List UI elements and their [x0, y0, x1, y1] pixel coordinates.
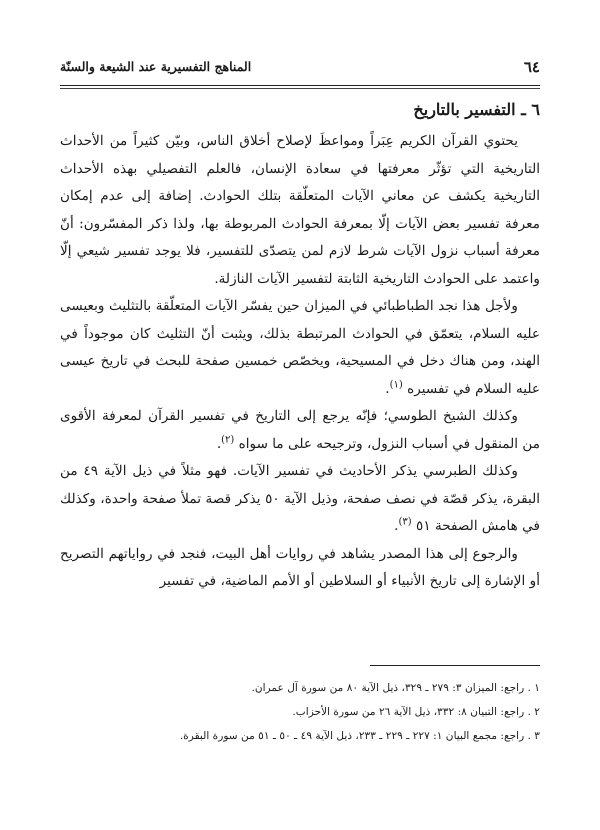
footnote-1: ١ . راجع: الميزان ٣: ٢٧٩ ـ ٣٢٩، ذيل الآية ٨٠ من سورة آل عمران. — [251, 682, 540, 694]
paragraph-4-text: وكذلك الطبرسي يذكر الأحاديث في تفسير الآيات. فهو مثلاً في ذيل الآية ٤٩ من البقرة، يذكر قصّة في نصف صفحة، وذيل الآية ٥٠ يذكر قصة تملأ صفحة واحدة، وكذلك في هامش الصفحة ٥١ — [60, 463, 540, 534]
page-number: ٦٤ — [523, 58, 540, 76]
footnote-2: ٢ . راجع: التبيان ٨: ٣٣٢، ذيل الآية ٢٦ من سورة الأحزاب. — [292, 706, 540, 718]
header-rule-thin — [60, 88, 540, 89]
header-rule — [60, 85, 540, 86]
paragraph-1-text: يحتوي القرآن الكريم عِبَراً ومواعظَ لإصلاح أخلاق الناس، وبيّن كثيراً من الأحداث التاريخية التي تؤثّر معرفتها في سعادة الإنسان، فالعلم التفصيلي بهذه الأحداث التاريخية يكشف عن معاني الآيات المتعلّقة بتلك الحوادث. إضافة إلى عدم إمكان معرفة تفسير بعض الآيات إلّا بمعرفة الحوادث المربوطة بها، ولذا ذكر المفسّرون: أنّ معرفة أسباب نزول الآيات شرط لازم لمن يتصدّى للتفسير، فلا يوجد تفسير شيعي إلّا واعتمد على الحوادث التاريخية الثابتة لتفسير الآيات النازلة. — [60, 133, 540, 287]
paragraph-2: ولأجل هذا نجد الطباطبائي في الميزان حين يفسّر الآيات المتعلّقة بالتثليث وبعيسى عليه السلام، يتعمّق في الحوادث المرتبطة بذلك، ويثبت أنّ التثليث كان موجوداً في الهند، ومن هناك دخل في المسيحية، ويخصّص خمسين صفحة للبحث في تاريخ عيسى عليه السلام في تفسيره $^{(١)}$. — [60, 298, 540, 397]
paragraph-5-text: والرجوع إلى هذا المصدر يشاهد في روايات أهل البيت، فنجد في رواياتهم التصريح أو الإشارة إلى تاريخ الأنبياء أو السلاطين أو الأمم الماضية، في تفسير — [60, 545, 540, 589]
footnote-3: ٣ . راجع: مجمع البيان ١: ٢٢٧ ـ ٢٢٩ ـ ٢٣٣، ذيل الآية ٤٩ ـ ٥٠ ـ ٥١ من سورة البقرة. — [179, 730, 540, 742]
paragraph-1 — [60, 128, 540, 293]
footnotes — [60, 676, 540, 748]
section-heading: ٦ ـ التفسير بالتاريخ — [413, 100, 540, 119]
paragraph-3: وكذلك الشيخ الطوسي؛ فإنّه يرجع إلى التاريخ في تفسير القرآن لمعرفة الأقوى من المنقول في أسباب النزول، وترجيحه على ما سواه $^{(٢)}$. — [60, 408, 540, 452]
paragraph-4: وكذلك الطبرسي يذكر الأحاديث في تفسير الآيات. فهو مثلاً في ذيل الآية ٤٩ من البقرة، يذكر قصّة في نصف صفحة، وذيل الآية ٥٠ يذكر قصة تملأ صفحة واحدة، وكذلك في هامش الصفحة ٥١ $^{(٣)}$. — [60, 463, 540, 534]
paragraph-2-text: ولأجل هذا نجد الطباطبائي في الميزان حين يفسّر الآيات المتعلّقة بالتثليث وبعيسى عليه السلام، يتعمّق في الحوادث المرتبطة بذلك، ويثبت أنّ التثليث كان موجوداً في الهند، ومن هناك دخل في المسيحية، ويخصّص خمسين صفحة للبحث في تاريخ عيسى عليه السلام في تفسيره — [60, 298, 540, 397]
paragraph-3-text: وكذلك الشيخ الطوسي؛ فإنّه يرجع إلى التاريخ في تفسير القرآن لمعرفة الأقوى من المنقول في أسباب النزول، وترجيحه على ما سواه — [60, 408, 540, 452]
running-title: المناهج التفسيرية عند الشيعة والسنّة — [60, 59, 252, 74]
footnote-ref-3: (٣) — [398, 516, 412, 528]
paragraph-5 — [60, 541, 540, 596]
body-text — [60, 128, 540, 596]
page-header — [60, 58, 540, 78]
footnote-separator — [370, 665, 540, 666]
footnote-ref-2: (٢) — [221, 433, 235, 445]
footnote-ref-1: (١) — [389, 378, 403, 390]
